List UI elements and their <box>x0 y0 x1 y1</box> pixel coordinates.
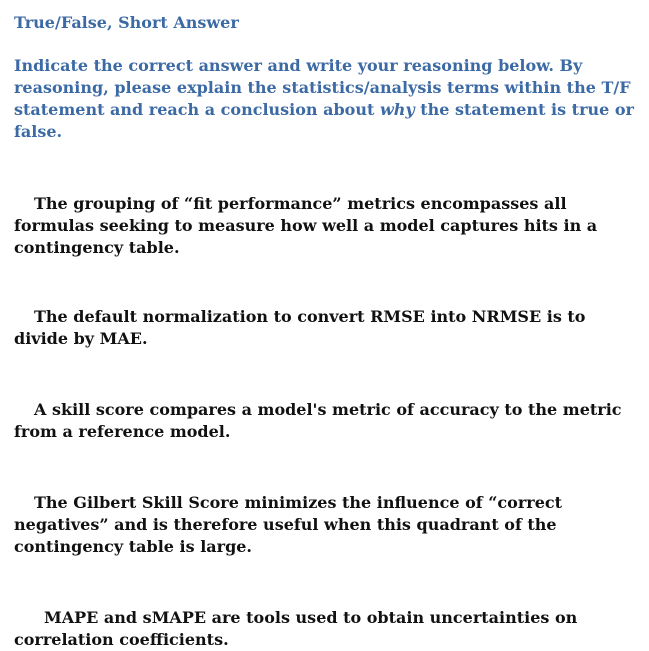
instructions-paragraph <box>14 55 639 143</box>
instructions-text: Indicate the correct answer and write your reasoning below. By reasoning, please explain the statistics/analysis terms within the T/F statement and reach a conclusion about <box>14 56 631 119</box>
question-4: The Gilbert Skill Score minimizes the influence of “correct negatives” and is therefore useful when this quadrant of the contingency table is large. <box>14 493 562 556</box>
question-5: MAPE and sMAPE are tools used to obtain uncertainties on correlation coefficients. <box>14 608 578 649</box>
document-page <box>14 12 639 651</box>
section-heading: True/False, Short Answer <box>14 13 239 32</box>
question-1: The grouping of “fit performance” metrics encompasses all formulas seeking to measure how well a model captures hits in a contingency table. <box>14 194 598 257</box>
instructions-emphasis: why <box>379 100 415 119</box>
question-3: A skill score compares a model's metric of accuracy to the metric from a reference model. <box>14 400 622 441</box>
question-2: The default normalization to convert RMSE into NRMSE is to divide by MAE. <box>14 307 586 348</box>
instructions-text-end: the statement is true or false. <box>14 100 634 141</box>
